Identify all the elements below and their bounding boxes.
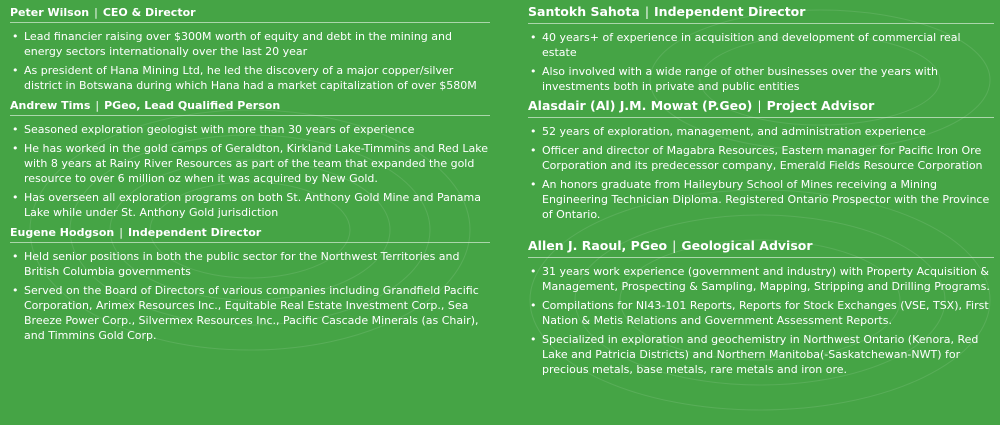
- profile-header: Peter Wilson | CEO & Director: [10, 6, 490, 23]
- profile-eugene-hodgson: [10, 226, 490, 343]
- profile-name: Eugene Hodgson: [10, 226, 115, 239]
- profile-role: Independent Director: [127, 226, 262, 239]
- profile-role: Independent Director: [654, 4, 806, 19]
- profile-name: Santokh Sahota: [528, 4, 640, 19]
- bullet-item: • As president of Hana Mining Ltd, he led the discovery of a major copper/silver district in Botswana during which Hana had a market capitalization of over $580M: [12, 64, 477, 92]
- profile-role: CEO & Director: [102, 6, 196, 19]
- bullet-item: • Lead financier raising over $300M worth of equity and debt in the mining and energy sectors internationally over the last 20 year: [12, 30, 452, 58]
- profile-santokh-sahota: [528, 4, 994, 94]
- bullet-item: • He has worked in the gold camps of Geraldton, Kirkland Lake-Timmins and Red Lake with 8 years at Rainy River Resources as part of the team that expanded the gold resource to over 6 million oz when it was acquired by New Gold.: [12, 142, 488, 185]
- bullet-list: [10, 122, 490, 220]
- bullet-list: [10, 249, 490, 343]
- profile-role: Project Advisor: [766, 98, 875, 113]
- profile-allen-raoul: [528, 238, 994, 377]
- bullet-item: • 52 years of exploration, management, and administration experience: [530, 125, 926, 138]
- profile-name: Allen J. Raoul, PGeo: [528, 238, 668, 253]
- bullet-item: • Served on the Board of Directors of various companies including Grandfield Pacific Corporation, Arimex Resources Inc., Equitable Real Estate Investment Corp., Sea Breeze Power Corp., Silvermex Resources Inc., Pacific Cascade Minerals (as Chair), and Timmins Gold Corp.: [12, 284, 479, 342]
- bullet-item: • Held senior positions in both the public sector for the Northwest Territories and British Columbia governments: [12, 250, 460, 278]
- profile-header: Eugene Hodgson | Independent Director: [10, 226, 490, 243]
- profile-role: PGeo, Lead Qualified Person: [104, 99, 281, 112]
- profile-name: Alasdair (Al) J.M. Mowat (P.Geo): [528, 98, 753, 113]
- bullet-item: • Compilations for NI43-101 Reports, Reports for Stock Exchanges (VSE, TSX), First Nation & Metis Relations and Government Assessment Reports.: [530, 299, 989, 327]
- bullet-item: • Also involved with a wide range of other businesses over the years with investments both in private and public entities: [530, 65, 938, 93]
- bullet-list: [10, 29, 490, 93]
- right-column: [520, 0, 1000, 381]
- profile-name: Peter Wilson: [10, 6, 90, 19]
- profile-header: Santokh Sahota | Independent Director: [528, 4, 994, 24]
- bullet-list: [528, 124, 994, 222]
- bullet-item: • Specialized in exploration and geochemistry in Northwest Ontario (Kenora, Red Lake and Patricia Districts) and Northern Manitoba(-Saskatchewan-NWT) for precious metals, base metals, rare metals and iron ore.: [530, 333, 979, 376]
- bullet-item: • An honors graduate from Haileybury School of Mines receiving a Mining Engineering Technician Diploma. Registered Ontario Prospector with the Province of Ontario.: [530, 178, 990, 221]
- profile-name: Andrew Tims: [10, 99, 91, 112]
- bullet-item: • Seasoned exploration geologist with more than 30 years of experience: [12, 123, 415, 136]
- profile-header: Andrew Tims | PGeo, Lead Qualified Person: [10, 99, 490, 116]
- left-column: [0, 0, 500, 347]
- profile-peter-wilson: [10, 6, 490, 93]
- bullet-list: [528, 264, 994, 377]
- profile-andrew-tims: [10, 99, 490, 220]
- bullet-item: • 40 years+ of experience in acquisition and development of commercial real estate: [530, 31, 961, 59]
- profile-header: Allen J. Raoul, PGeo | Geological Advisor: [528, 238, 994, 258]
- bullet-item: • 31 years work experience (government and industry) with Property Acquisition & Management, Prospecting & Sampling, Mapping, Stripping and Drilling Programs.: [530, 265, 990, 293]
- profile-alasdair-mowat: [528, 98, 994, 222]
- bullet-item: • Officer and director of Magabra Resources, Eastern manager for Pacific Iron Ore Corporation and its predecessor company, Emerald Fields Resource Corporation: [530, 144, 983, 172]
- profile-role: Geological Advisor: [681, 238, 813, 253]
- bullet-item: • Has overseen all exploration programs on both St. Anthony Gold Mine and Panama Lake while under St. Anthony Gold jurisdiction: [12, 191, 481, 219]
- bullet-list: [528, 30, 994, 94]
- profile-header: Alasdair (Al) J.M. Mowat (P.Geo) | Project Advisor: [528, 98, 994, 118]
